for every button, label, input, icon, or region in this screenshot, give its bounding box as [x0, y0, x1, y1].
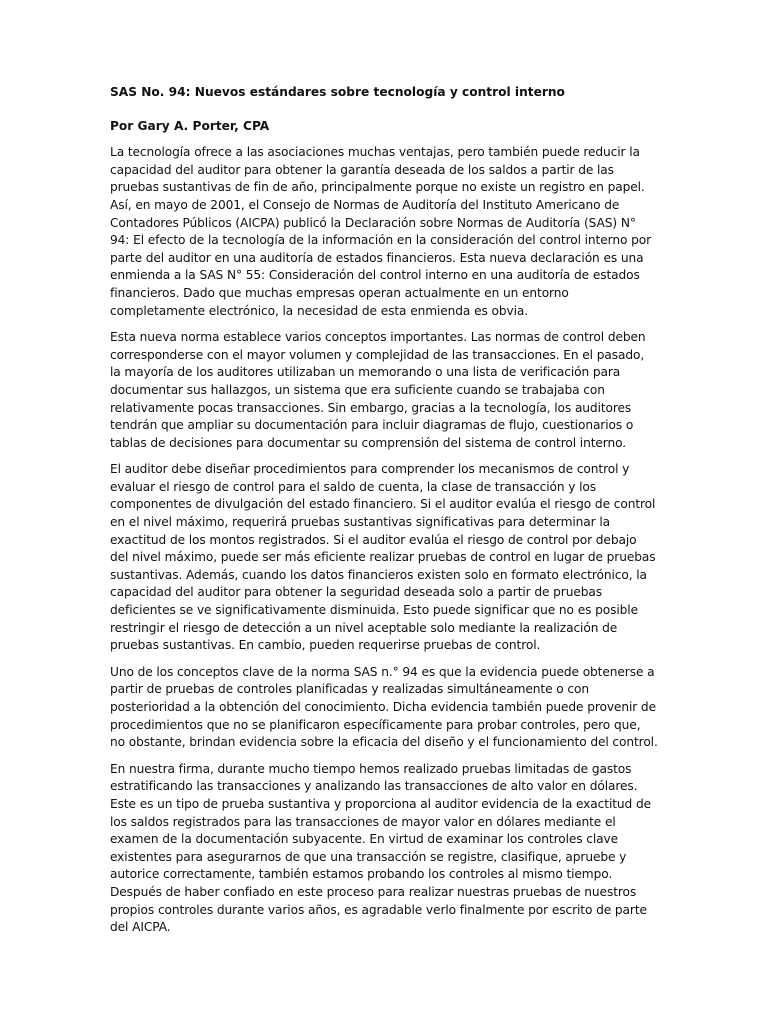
- paragraph-4: Uno de los conceptos clave de la norma SAS n.° 94 es que la evidencia puede obtenerse a partir de pruebas de controles planificadas y realizadas simultáneamente o con posterioridad a la obtención del conocimiento. Dicha evidencia también puede provenir de procedimientos que no se planificaron específicamente para probar controles, pero que, no obstante, brindan evidencia sobre la eficacia del diseño y el funcionamiento del control.: [110, 664, 658, 750]
- paragraph-1: La tecnología ofrece a las asociaciones muchas ventajas, pero también puede reducir la capacidad del auditor para obtener la garantía deseada de los saldos a partir de las pruebas sustantivas de fin de año, principalmente porque no existe un registro en papel. Así, en mayo de 2001, el Consejo de Normas de Auditoría del Instituto Americano de Contadores Públicos (AICPA) publicó la Declaración sobre Normas de Auditoría (SAS) N° 94: El efecto de la tecnología de la información en la consideración del control interno por parte del auditor en una auditoría de estados financieros. Esta nueva declaración es una enmienda a la SAS N° 55: Consideración del control interno en una auditoría de estados financieros. Dado que muchas empresas operan actualmente en un entorno completamente electrónico, la necesidad de esta enmienda es obvia.: [110, 145, 651, 318]
- document-author: Por Gary A. Porter, CPA: [110, 118, 270, 133]
- document-page: [110, 84, 658, 946]
- paragraph-2: Esta nueva norma establece varios conceptos importantes. Las normas de control deben corresponderse con el mayor volumen y complejidad de las transacciones. En el pasado, la mayoría de los auditores utilizaban un memorando o una lista de verificación para documentar sus hallazgos, un sistema que era suficiente cuando se trabajaba con relativamente pocas transacciones. Sin embargo, gracias a la tecnología, los auditores tendrán que ampliar su documentación para incluir diagramas de flujo, cuestionarios o tablas de decisiones para documentar su comprensión del sistema de control interno.: [110, 330, 646, 450]
- paragraph-5: En nuestra firma, durante mucho tiempo hemos realizado pruebas limitadas de gastos estratificando las transacciones y analizando las transacciones de alto valor en dólares. Este es un tipo de prueba sustantiva y proporciona al auditor evidencia de la exactitud de los saldos registrados para las transacciones de mayor valor en dólares mediante el examen de la documentación subyacente. En virtud de examinar los controles clave existentes para asegurarnos de que una transacción se registre, clasifique, apruebe y autorice correctamente, también estamos probando los controles al mismo tiempo. Después de haber confiado en este proceso para realizar nuestras pruebas de nuestros propios controles durante varios años, es agradable verlo finalmente por escrito de parte del AICPA.: [110, 761, 651, 935]
- document-title: SAS No. 94: Nuevos estándares sobre tecnología y control interno: [110, 85, 565, 99]
- paragraph-3: El auditor debe diseñar procedimientos para comprender los mecanismos de control y evaluar el riesgo de control para el saldo de cuenta, la clase de transacción y los componentes de divulgación del estado financiero. Si el auditor evalúa el riesgo de control en el nivel máximo, requerirá pruebas sustantivas significativas para determinar la exactitud de los montos registrados. Si el auditor evalúa el riesgo de control por debajo del nivel máximo, puede ser más eficiente realizar pruebas de control en lugar de pruebas sustantivas. Además, cuando los datos financieros existen solo en formato electrónico, la capacidad del auditor para obtener la seguridad deseada solo a partir de pruebas deficientes se ve significativamente disminuida. Esto puede significar que no es posible restringir el riesgo de detección a un nivel aceptable solo mediante la realización de pruebas sustantivas. En cambio, pueden requerirse pruebas de control.: [110, 462, 656, 653]
